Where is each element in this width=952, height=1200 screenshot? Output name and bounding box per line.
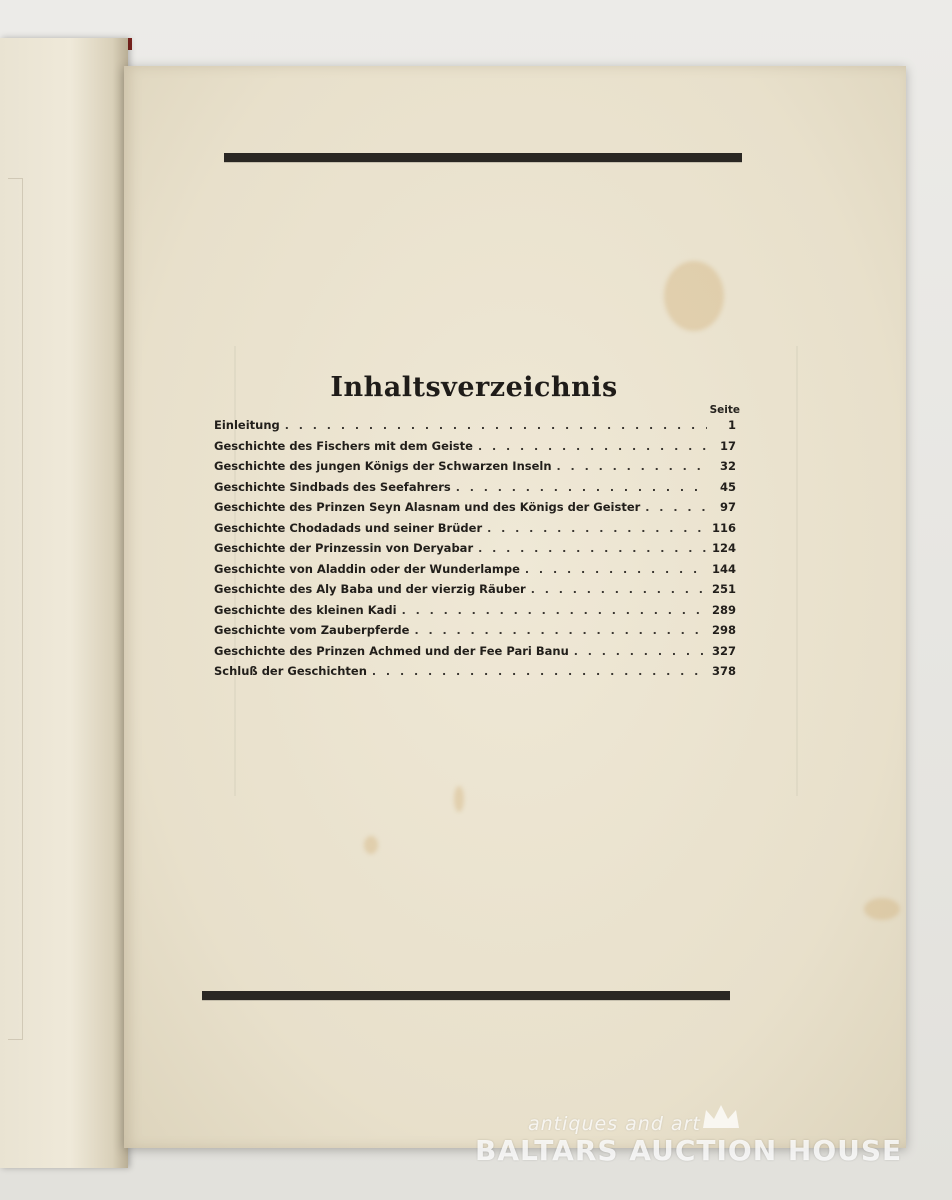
toc-entry-title: Geschichte des Aly Baba und der vierzig Räuber: [214, 582, 526, 596]
toc-entry: [214, 418, 736, 439]
toc-leader-dots: [478, 440, 707, 453]
toc-leader-dots: [487, 522, 707, 535]
toc-entry-title: Geschichte des jungen Königs der Schwarzen Inseln: [214, 459, 552, 473]
toc-leader-dots: [414, 624, 707, 637]
reverse-side-show-through: [224, 194, 784, 258]
toc-entry: [214, 480, 736, 501]
toc-entry-title: Geschichte des Prinzen Seyn Alasnam und des Königs der Geister: [214, 500, 641, 514]
toc-entry-page: 124: [711, 541, 736, 555]
toc-entry: [214, 459, 736, 480]
toc-entry-title: Einleitung: [214, 418, 280, 432]
toc-entry: [214, 623, 736, 644]
toc-leader-dots: [557, 460, 707, 473]
toc-entry-title: Geschichte der Prinzessin von Deryabar: [214, 541, 474, 555]
toc-leader-dots: [525, 563, 707, 576]
foxing-stain: [364, 836, 378, 854]
toc-entry: [214, 500, 736, 521]
toc-entry-page: 327: [711, 643, 736, 658]
toc-entry-title: Geschichte Chodadads und seiner Brüder: [214, 520, 483, 535]
toc-entry-page: 298: [711, 623, 736, 637]
toc-entry: [214, 439, 736, 460]
toc-entry: [214, 664, 736, 685]
toc-entry: [214, 521, 736, 542]
toc-entry: [214, 644, 736, 665]
toc-leader-dots: [531, 583, 707, 596]
toc-entry-title: Geschichte des kleinen Kadi: [214, 602, 397, 617]
toc-entry-title: Geschichte Sindbads des Seefahrers: [214, 479, 451, 494]
toc-leader-dots: [574, 645, 707, 658]
toc-entry: [214, 582, 736, 603]
top-decorative-rule: [224, 153, 742, 162]
foxing-stain: [664, 261, 724, 331]
toc-entry-page: 251: [711, 582, 736, 596]
toc-entry-page: 378: [711, 664, 736, 678]
toc-entry-page: 289: [711, 602, 736, 617]
toc-entry-page: 45: [719, 479, 736, 494]
toc-entry-page: 1: [727, 418, 736, 432]
toc-entry-page: 97: [719, 500, 736, 514]
toc-leader-dots: [285, 419, 707, 432]
left-page: [0, 38, 128, 1168]
toc-leader-dots: [456, 481, 707, 494]
toc-heading: Inhaltsverzeichnis: [330, 372, 618, 403]
toc-entry: [214, 541, 736, 562]
left-page-show-through-frame: [8, 178, 23, 1040]
toc-entry-page: 116: [711, 520, 736, 535]
toc-entry-page: 144: [711, 561, 736, 576]
table-of-contents: [214, 418, 736, 685]
watermark-name: BALTARS AUCTION HOUSE: [475, 1134, 903, 1167]
toc-entry-title: Geschichte des Fischers mit dem Geiste: [214, 438, 473, 453]
toc-entry-title: Geschichte des Prinzen Achmed und der Fee Pari Banu: [214, 643, 569, 658]
bottom-decorative-rule: [202, 991, 730, 1000]
page-column-label: Seite: [709, 404, 740, 416]
foxing-stain: [864, 898, 900, 920]
toc-entry-title: Geschichte vom Zauberpferde: [214, 623, 410, 637]
crown-icon: [700, 1102, 742, 1132]
toc-leader-dots: [478, 542, 707, 555]
toc-entry-page: 32: [719, 459, 736, 473]
toc-entry: [214, 562, 736, 583]
toc-entry: [214, 603, 736, 624]
toc-entry-title: Schluß der Geschichten: [214, 664, 367, 678]
toc-leader-dots: [372, 665, 707, 678]
watermark-tagline: antiques and art: [528, 1113, 701, 1135]
book-page: [124, 66, 906, 1148]
toc-entry-page: 17: [719, 438, 736, 453]
toc-leader-dots: [402, 604, 707, 617]
toc-leader-dots: [645, 501, 707, 514]
toc-entry-title: Geschichte von Aladdin oder der Wunderlampe: [214, 561, 520, 576]
